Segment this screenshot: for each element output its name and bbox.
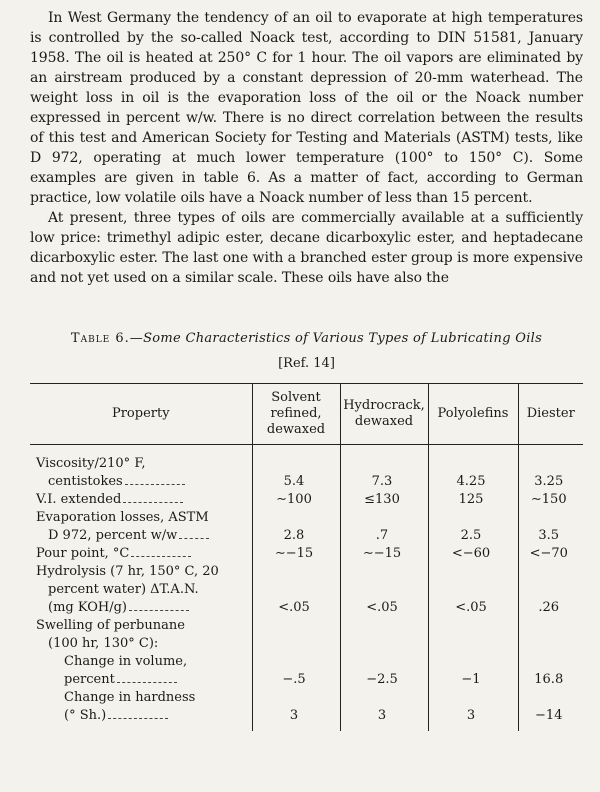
row-label: Evaporation losses, ASTM D 972, percent w/w [36,510,209,543]
cell: −2.5 [340,653,428,689]
cell: 2.8 [252,509,340,545]
row-label: Swelling of perbunane (100 hr, 130° C): [36,618,185,651]
cell: 4.25 [428,445,518,492]
header-diester: Diester [518,384,583,445]
cell: 125 [428,491,518,509]
cell: 2.5 [428,509,518,545]
table-caption: —Some Characteristics of Various Types of Lubricating Oils [129,331,543,346]
table-title [30,331,583,346]
cell: .26 [518,563,583,617]
document-page [30,8,583,731]
table-row-hardness [30,689,583,725]
cell: 3 [428,689,518,725]
table-row-viscosity [30,445,583,492]
paragraph-oil-types: At present, three types of oils are commercially available at a sufficiently low price: trimethyl adipic ester, decane dicarboxylic ester, and heptadecane dicarboxylic ester. The last one with a branched ester group is more expensive and not yet used on a similar scale. These oils have also the [30,210,583,286]
cell: ∼100 [252,491,340,509]
table-row-swelling [30,617,583,653]
row-label: V.I. extended [30,491,252,509]
cell: .7 [340,509,428,545]
cell: <−60 [428,545,518,563]
header-solvent-refined: Solvent refined, dewaxed [252,384,340,445]
cell: 7.3 [340,445,428,492]
header-polyolefins: Polyolefins [428,384,518,445]
cell: 3.5 [518,509,583,545]
header-property: Property [111,406,170,421]
paragraph-noack: In West Germany the tendency of an oil to evaporate at high temperatures is controlled by the so-called Noack test, according to DIN 51581, January 1958. The oil is heated at 250° C for 1 hour. The oil vapors are eliminated by an airstream produced by a constant depression of 20-mm waterhead. The weight loss in oil is the evaporation loss of the oil or the Noack number expressed in percent w/w. There is no direct correlation between the results of this test and American Society for Testing and Materials (ASTM) tests, like D 972, operating at much lower temperature (100° to 150° C). Some examples are given in table 6. As a matter of fact, according to German practice, low volatile oils have a Noack number of less than 15 percent. [30,10,583,206]
table-row-hydrolysis [30,563,583,617]
row-label: Viscosity/210° F, centistokes [30,445,252,492]
cell: 3.25 [518,445,583,492]
row-label: Change in hardness (° Sh.) [64,690,196,723]
cell: <.05 [252,563,340,617]
table-row-volume [30,653,583,689]
cell: 3 [340,689,428,725]
row-label: Change in volume, percent [64,654,188,687]
cell: 16.8 [518,653,583,689]
row-label: Pour point, °C [30,545,252,563]
cell: ≤130 [340,491,428,509]
lubricating-oils-table [30,383,583,731]
table-row-pour-point [30,545,583,563]
cell: <.05 [340,563,428,617]
row-label: Hydrolysis (7 hr, 150° C, 20 percent water) ΔT.A.N. (mg KOH/g) [36,564,219,615]
cell: 5.4 [252,445,340,492]
cell: ∼−15 [340,545,428,563]
cell: 3 [252,689,340,725]
cell: ∼−15 [252,545,340,563]
cell: −14 [518,689,583,725]
cell: −.5 [252,653,340,689]
table-reference: [Ref. 14] [278,356,335,371]
header-hydrocrack: Hydrocrack, dewaxed [340,384,428,445]
cell: <.05 [428,563,518,617]
cell: −1 [428,653,518,689]
table-row-evaporation [30,509,583,545]
table-header-row [30,384,583,445]
table-row-vi [30,491,583,509]
table-label: Table 6. [70,331,130,346]
cell: ∼150 [518,491,583,509]
cell: <−70 [518,545,583,563]
